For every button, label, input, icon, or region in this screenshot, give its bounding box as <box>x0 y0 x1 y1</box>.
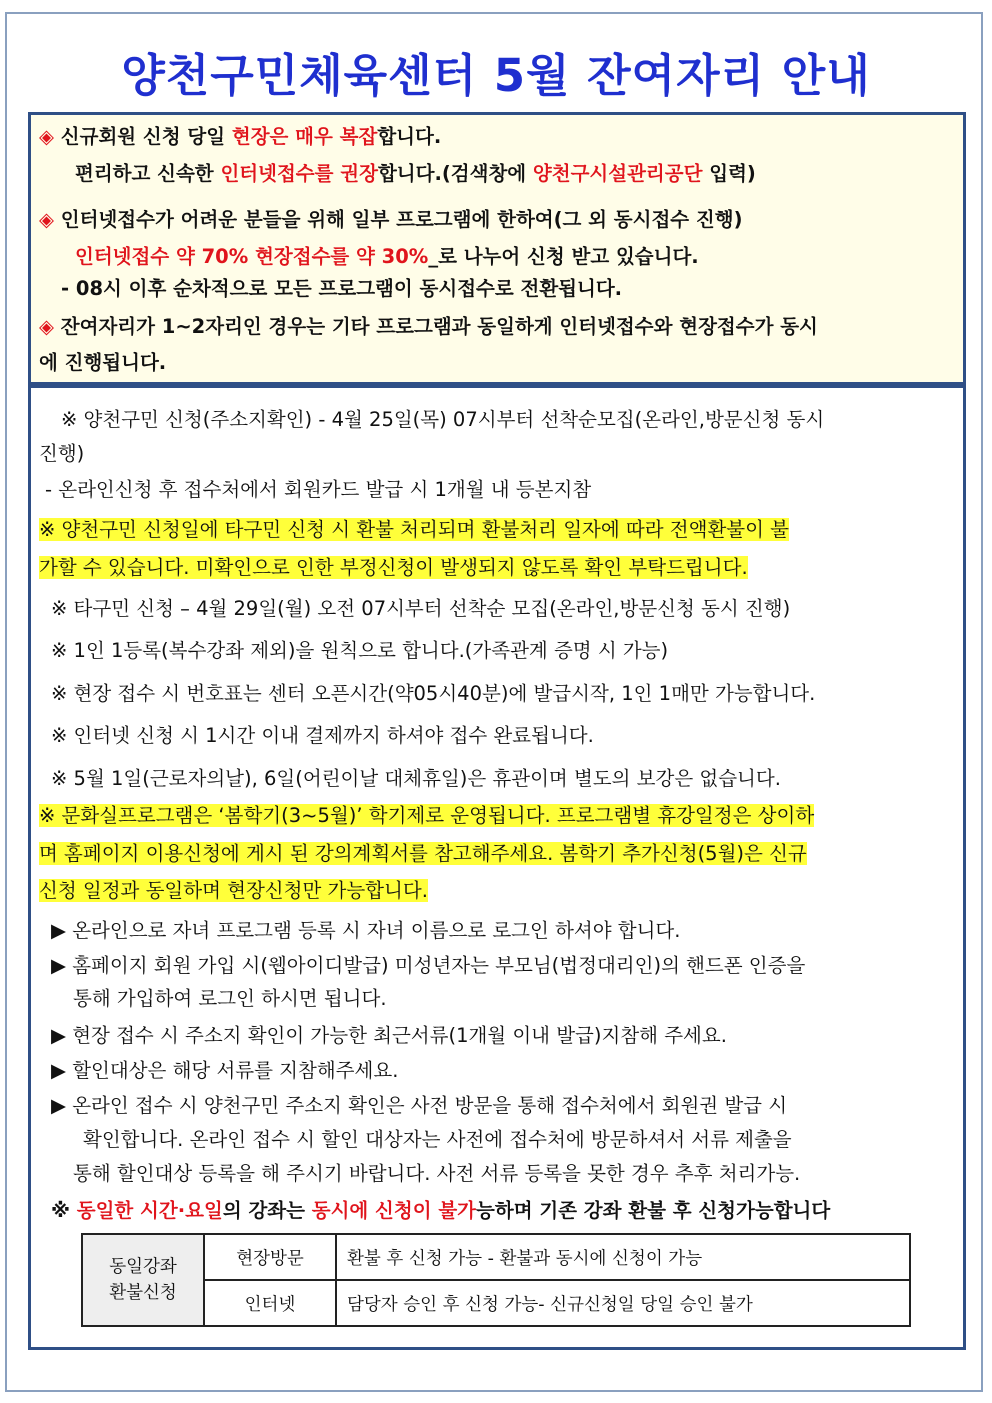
triangle-bullet-icon: ▶ <box>51 1094 66 1117</box>
notice-1-line-1: ◈ 신규회원 신청 당일 현장은 매우 복잡합니다. <box>39 125 442 148</box>
diamond-icon: ◈ <box>39 125 54 148</box>
rule-id-card: - 온라인신청 후 접수처에서 회원카드 발급 시 1개월 내 등본지참 <box>45 478 592 501</box>
notice-3-line-1: ◈ 잔여자리가 1~2자리인 경우는 기타 프로그램과 동일하게 인터넷접수와 현장접수가 동시 <box>39 315 818 338</box>
rule-culture-line-2: 며 홈페이지 이용신청에 게시 된 강의계획서를 참고해주세요. 봄학기 추가신청(5월)은 신규 <box>39 842 807 865</box>
rule-non-resident: ※ 타구민 신청 – 4월 29일(월) 오전 07시부터 선착순 모집(온라인,방문신청 동시 진행) <box>51 597 791 620</box>
triangle-bullet-icon: ▶ <box>51 1024 66 1047</box>
notice-2-line-3: - 08시 이후 순차적으로 모든 프로그램이 동시접수로 전환됩니다. <box>61 277 623 300</box>
rule-one-registration: ※ 1인 1등록(복수강좌 제외)을 원칙으로 합니다.(가족관계 증명 시 가능) <box>51 639 669 662</box>
bullet-online-verify-line-2: 확인합니다. 온라인 접수 시 할인 대상자는 사전에 접수처에 방문하셔서 서류 제출을 <box>83 1128 792 1151</box>
bullet-child-login: ▶ 온라인으로 자녀 프로그램 등록 시 자녀 이름으로 로그인 하셔야 합니다. <box>51 919 681 942</box>
rules-box <box>28 385 966 1350</box>
rule-culture-line-3: 신청 일정과 동일하며 현장신청만 가능합니다. <box>39 879 428 902</box>
refund-desc-cell: 환불 후 신청 가능 - 환불과 동시에 신청이 가능 <box>336 1234 910 1280</box>
bullet-discount: ▶ 할인대상은 해당 서류를 지참해주세요. <box>51 1059 399 1082</box>
bullet-minor-signup-line-2: 통해 가입하여 로그인 하시면 됩니다. <box>73 987 387 1010</box>
rule-holiday: ※ 5월 1일(근로자의날), 6일(어린이날 대체휴일)은 휴관이며 별도의 보강은 없습니다. <box>51 767 781 790</box>
bullet-online-verify-line-3: 통해 할인대상 등록을 해 주시기 바랍니다. 사전 서류 등록을 못한 경우 추후 처리가능. <box>73 1162 801 1185</box>
refund-table <box>81 1233 911 1327</box>
final-note: ※ 동일한 시간·요일의 강좌는 동시에 신청이 불가능하며 기존 강좌 환불 후 신청가능합니다 <box>51 1199 831 1222</box>
highlight-red-text: 현장은 매우 복잡 <box>231 125 378 148</box>
rule-resident-line-2: 진행) <box>39 442 85 465</box>
diamond-icon: ◈ <box>39 315 54 338</box>
rule-ticket: ※ 현장 접수 시 번호표는 센터 오픈시간(약05시40분)에 발급시작, 1인 1매만 가능합니다. <box>51 682 816 705</box>
bullet-online-verify-line-1: ▶ 온라인 접수 시 양천구민 주소지 확인은 사전 방문을 통해 접수처에서 회원권 발급 시 <box>51 1094 788 1117</box>
rule-resident-line-1: ※ 양천구민 신청(주소지확인) - 4월 25일(목) 07시부터 선착순모집(온라인,방문신청 동시 <box>61 408 825 431</box>
rule-culture-line-1: ※ 문화실프로그램은 ‘봄학기(3~5월)’ 학기제로 운영됩니다. 프로그램별 휴강일정은 상이하 <box>39 804 815 827</box>
refund-row-header: 동일강좌 환불신청 <box>82 1234 204 1326</box>
bullet-minor-signup-line-1: ▶ 홈페이지 회원 가입 시(웹아이디발급) 미성년자는 부모님(법정대리인)의 핸드폰 인증을 <box>51 954 806 977</box>
notice-1-line-2: 편리하고 신속한 인터넷접수를 권장합니다.(검색창에 양천구시설관리공단 입력) <box>75 162 756 185</box>
notice-box <box>28 112 966 385</box>
rule-refund-warning-line-2: 가할 수 있습니다. 미확인으로 인한 부정신청이 발생되지 않도록 확인 부탁드립니다. <box>39 556 748 579</box>
bullet-address-proof: ▶ 현장 접수 시 주소지 확인이 가능한 최근서류(1개월 이내 발급)지참해 주세요. <box>51 1024 727 1047</box>
notice-3-line-2: 에 진행됩니다. <box>39 351 167 374</box>
refund-type-cell: 인터넷 <box>204 1280 336 1326</box>
table-row <box>82 1234 910 1280</box>
notice-2-line-2: 인터넷접수 약 70% 현장접수를 약 30%_로 나누어 신청 받고 있습니다. <box>75 245 699 268</box>
diamond-icon: ◈ <box>39 208 54 231</box>
triangle-bullet-icon: ▶ <box>51 919 66 942</box>
triangle-bullet-icon: ▶ <box>51 1059 66 1082</box>
triangle-bullet-icon: ▶ <box>51 954 66 977</box>
rule-refund-warning-line-1: ※ 양천구민 신청일에 타구민 신청 시 환불 처리되며 환불처리 일자에 따라 전액환불이 불 <box>39 518 790 541</box>
rule-payment: ※ 인터넷 신청 시 1시간 이내 결제까지 하셔야 접수 완료됩니다. <box>51 724 594 747</box>
notice-2-line-1: ◈ 인터넷접수가 어려운 분들을 위해 일부 프로그램에 한하여(그 외 동시접수 진행) <box>39 208 743 231</box>
page-title: 양천구민체육센터 5월 잔여자리 안내 <box>121 49 871 102</box>
refund-desc-cell: 담당자 승인 후 신청 가능- 신규신청일 당일 승인 불가 <box>336 1280 910 1326</box>
refund-type-cell: 현장방문 <box>204 1234 336 1280</box>
table-row <box>82 1280 910 1326</box>
